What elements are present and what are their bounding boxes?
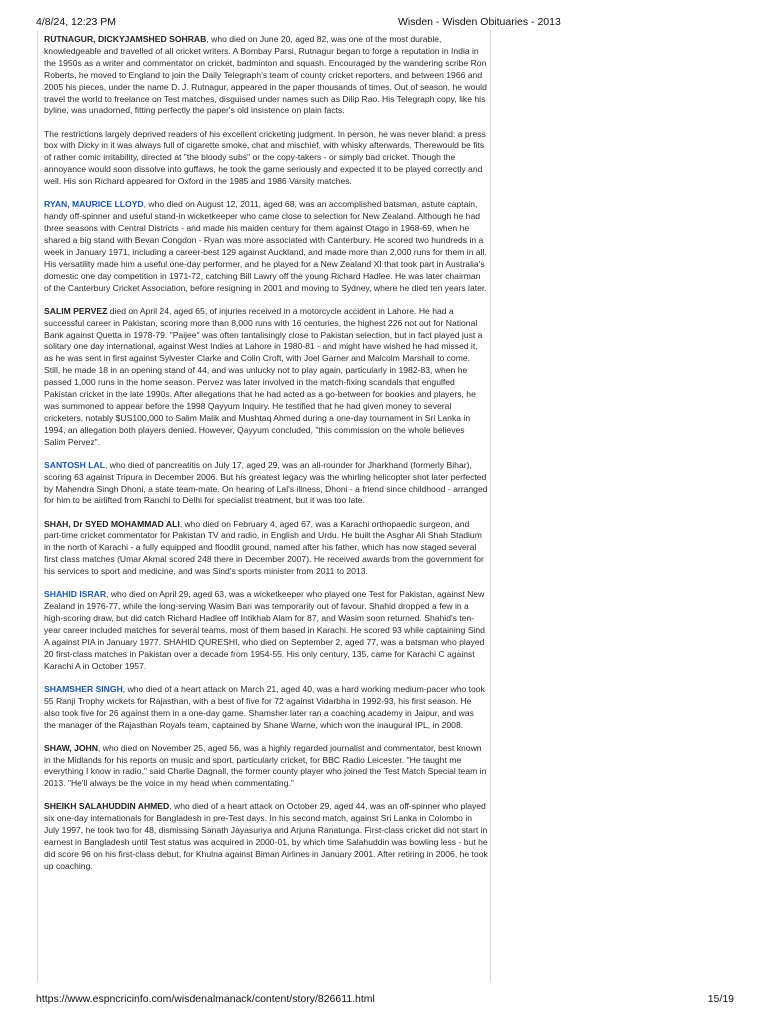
obituary-name-link[interactable]: SANTOSH LAL <box>44 459 105 470</box>
obituary-name: RUTNAGUR, DICKYJAMSHED SOHRAB <box>44 34 207 44</box>
obituary-name-link[interactable]: SHAHID ISRAR <box>44 589 107 600</box>
print-footer <box>36 993 734 1007</box>
obituary-text: , who died of a heart attack on October 29, aged 44, was an off-spinner who played six one-day internationals for Bangladesh in pre-Test days. In his second match, against Sri Lanka in Colombo in July 1997, he took two for 48, dismissing Sanath Jayasuriya and Arjuna Ranatunga. First-class cricket did not start in earnest in Bangladesh until Test status was acquired in 2000-01, by which time Salahuddin was bowling less - but he did score 96 on his first-class debut, for Khulna against Biman Airlines in January 2001. After retiring in 2006, he took up coaching. <box>44 801 488 871</box>
obituary-list <box>44 34 488 873</box>
obituary-text: , who died on November 25, aged 56, was a highly regarded journalist and commentator, best known in the Midlands for his reports on music and sport, particularly cricket, for BBC Radio Leicester. "He taught me everything I know in radio," said Charlie Dagnall, the former county player who joined the Test Match Special team in 2013. "He'll always be the voice in my head when commentating." <box>44 742 487 789</box>
page-url: https://www.espncricinfo.com/wisdenalmanack/content/story/826611.html <box>36 993 375 1005</box>
obituary-name-link[interactable]: RYAN, MAURICE LLOYD <box>44 199 144 210</box>
obituary-entry <box>44 589 488 672</box>
obituary-text: , who died of pancreatitis on July 17, aged 29, was an all-rounder for Jharkhand (formerly Bihar), scoring 63 against Tripura in December 2006. But his greatest legacy was the whirling helicopter shot later perfected by Mahendra Singh Dhoni, a state team-mate. On hearing of Lal's illness, Dhoni - a friend since childhood - arranged for him to be airlifted from Ranchi to Delhi for specialist treatment, but it was too late. <box>44 459 488 506</box>
obituary-name-link[interactable]: SHAMSHER SINGH <box>44 683 123 694</box>
obituary-entry <box>44 743 488 791</box>
obituary-name: SHAW, JOHN <box>44 742 98 753</box>
obituary-text: The restrictions largely deprived readers of his excellent cricketing judgment. In person, he was never bland: a press box with Dicky in it was always full of cigarette smoke, chat and mischief, with whisky afterwards. Therewould be fits of rather comic irritability, directed at "the bloody subs" or the copy-takers - or simply bad cricket. Though the annoyance would soon dissolve into guffaws, he took the game seriously and expected it to be played correctly and well. His son Richard appeared for Oxford in the 1985 and 1986 Varsity matches. <box>44 128 486 187</box>
obituary-name: SHEIKH SALAHUDDIN AHMED <box>44 801 170 812</box>
obituary-text: died on April 24, aged 65, of injuries received in a motorcycle accident in Lahore. He had a successful career in Pakistan, scoring more than 8,000 runs with 16 centuries, the highest 226 not out for National Bank against Quetta in 1978-79. "Paijee" was often tantalisingly close to Pakistan selection, but in fact played just a solitary one day international, against West Indies at Lahore in 1980-81 - and might have wished he had missed it, as he was sent in first against Sylvester Clarke and Colin Croft, with Joel Garner and Malcolm Marshall to come. Still, he made 18 in an opening stand of 44, and was unlucky not to play again, particularly in 1982-83, when he passed 1,000 runs in the home season. Pervez was later involved in the match-fixing scandals that engulfed Pakistan cricket in the late 1990s. After allegations that he had acted as a go-between for bookies and players, he was summoned to appear before the 1998 Qayyum Inquiry. He testified that he had given money to several cricketers, notably $US100,000 to Salim Malik and Mushtaq Ahmed during a one-day tournament in Sri Lanka in 1994, an allegation both players denied. However, Qayyum concluded, "this commission on the whole believes Salim Pervez". <box>44 305 483 447</box>
obituary-entry <box>44 34 488 117</box>
obituary-text: , who died on April 29, aged 63, was a wicketkeeper who played one Test for Pakistan, against New Zealand in 1976-77, while the long-serving Wasim Bari was temporarily out of favour. Shahid dropped a few in a high-scoring draw, but did catch Richard Hadlee off Intikhab Alam for 87, and Wasim soon returned. Shahid's ten-year career included matches for several teams, most of them based in Karachi. He scored 93 while captaining Sind A against PIA in January 1977. SHAHID QURESHI, who died on September 2, aged 77, was a batsman who played 20 first-class matches in Pakistan over a decade from 1954-55. His only century, 135, came for Karachi C against Karachi A in October 1957. <box>44 589 485 671</box>
obituary-entry <box>44 199 488 294</box>
obituary-entry <box>44 519 488 579</box>
obituary-text: , who died of a heart attack on March 21, aged 40, was a hard working medium-pacer who took 55 Ranji Trophy wickets for Rajasthan, with a best of five for 72 against Vidarbha in 1992-93, his first season. He also took five for 26 against them in a one-day game. Shamsher later ran a coaching academy in Jaipur, and was the manager of the Rajasthan Royals team, captained by Shane Warne, which won the inaugural IPL, in 2008. <box>44 683 485 730</box>
obituary-name: SALIM PERVEZ <box>44 305 108 316</box>
obituary-text: , who died on June 20, aged 82, was one of the most durable, knowledgeable and travelled of all cricket writers. A Bombay Parsi, Rutnagur began to forge a reputation in India in the 1950s as a writer and commentator on cricket, badminton and squash. Encouraged by the wandering scribe Ron Roberts, he moved to England to join the Daily Telegraph's team of county cricket reporters, and between 1966 and 2005 his pieces, under the name D. J. Rutnagur, appeared in the paper thousands of times. Out of season, he would travel the world to freelance on Test matches, disguised under names such as Dilip Rao. His Telegraph copy, like his byline, was unadorned, fitting perfectly the paper's old insistence on plain facts. <box>44 34 487 116</box>
print-datetime: 4/8/24, 12:23 PM <box>36 16 116 28</box>
obituary-text: , who died on February 4, aged 67, was a Karachi orthopaedic surgeon, and part-time cricket commentator for Pakistan TV and radio, in English and Urdu. He built the Asghar Ali Shah Stadium in the north of Karachi - a fully equipped and floodlit ground, named after his father, which has now staged several first class matches (Umar Akmal scored 248 there in December 2007). He received awards from the government for his services to sport and medicine, and was Sind's sports minister from 2011 to 2013. <box>44 518 484 577</box>
obituary-text: , who died on August 12, 2011, aged 68, was an accomplished batsman, astute captain, handy off-spinner and useful stand-in wicketkeeper who came close to selection for New Zealand. Although he had three seasons with Central Districts - and made his maiden century for them against Otago in 1968-69, when he shared a big stand with Bevan Congdon - Ryan was more associated with Canterbury. He scored two hundreds in a week in January 1971, including a career-best 129 against Auckland, and made more than 2,000 runs for them in all. His versatility made him a useful one-day performer, and he played for a New Zealand XI that took part in Australia's domestic one day competition in 1971-72, catching Bill Lawry off the young Richard Hadlee. He was later chairman of the Canterbury Cricket Association, before resigning in 2001 and moving to Sydney, where he died ten years later. <box>44 199 487 293</box>
print-header <box>36 16 732 30</box>
obituary-entry <box>44 801 488 872</box>
document-title: Wisden - Wisden Obituaries - 2013 <box>398 16 561 28</box>
obituary-entry <box>44 684 488 732</box>
obituary-paragraph <box>44 129 488 189</box>
obituary-entry <box>44 460 488 508</box>
obituary-entry <box>44 306 488 449</box>
page-number: 15/19 <box>707 993 734 1005</box>
obituary-name: SHAH, Dr SYED MOHAMMAD ALI <box>44 518 180 529</box>
